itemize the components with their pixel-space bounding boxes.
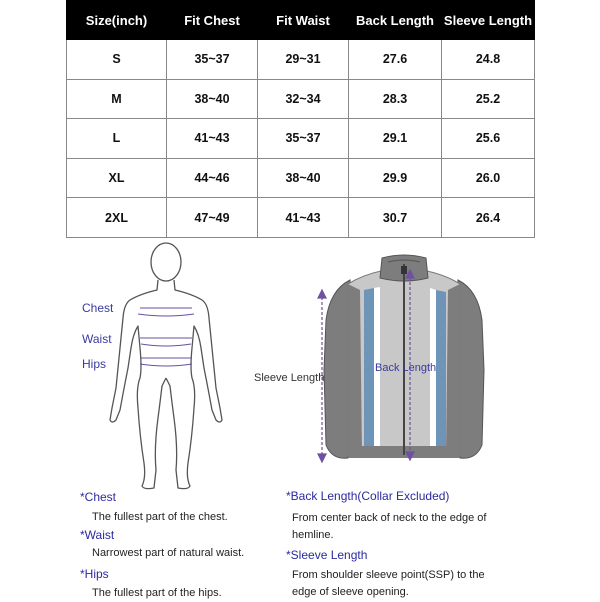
back-length-label: Back Length [375, 362, 437, 374]
chest-cell: 35~37 [167, 40, 258, 80]
note-sleeve-length-title: *Sleeve Length [286, 548, 368, 562]
size-cell: M [67, 79, 167, 119]
table-row [67, 40, 535, 80]
chest-label: Chest [82, 301, 114, 315]
waist-cell: 32~34 [258, 79, 349, 119]
column-header-sleeve-length: Sleeve Length [442, 1, 535, 40]
waist-label: Waist [82, 332, 112, 346]
table-row [67, 198, 535, 238]
note-waist-text: Narrowest part of natural waist. [92, 547, 245, 559]
note-back-length-text-line2: hemline. [292, 529, 334, 541]
sleeve-length-cell: 25.6 [442, 119, 535, 159]
back-length-cell: 28.3 [349, 79, 442, 119]
sleeve-length-cell: 25.2 [442, 79, 535, 119]
note-sleeve-length-text-line2: edge of sleeve opening. [292, 586, 409, 598]
note-back-length-title: *Back Length(Collar Excluded) [286, 489, 450, 503]
column-header-back-length: Back Length [349, 1, 442, 40]
table-row [67, 119, 535, 159]
size-cell: 2XL [67, 198, 167, 238]
hips-label: Hips [82, 357, 107, 371]
size-cell: S [67, 40, 167, 80]
note-sleeve-length-text-line1: From shoulder sleeve point(SSP) to the [292, 569, 485, 581]
table-row [67, 79, 535, 119]
waist-cell: 38~40 [258, 158, 349, 198]
chest-cell: 47~49 [167, 198, 258, 238]
size-table-header-row [67, 1, 535, 40]
note-hips-title: *Hips [80, 567, 109, 581]
table-row [67, 158, 535, 198]
chest-cell: 41~43 [167, 119, 258, 159]
note-back-length-text-line1: From center back of neck to the edge of [292, 512, 487, 524]
size-chart-table [66, 0, 535, 238]
size-cell: XL [67, 158, 167, 198]
chest-cell: 44~46 [167, 158, 258, 198]
sleeve-length-cell: 26.0 [442, 158, 535, 198]
column-header-fit-chest: Fit Chest [167, 1, 258, 40]
chest-cell: 38~40 [167, 79, 258, 119]
size-cell: L [67, 119, 167, 159]
waist-cell: 29~31 [258, 40, 349, 80]
note-waist-title: *Waist [80, 528, 115, 542]
column-header-fit-waist: Fit Waist [258, 1, 349, 40]
body-outline-figure [100, 238, 230, 494]
back-length-cell: 27.6 [349, 40, 442, 80]
note-hips-text: The fullest part of the hips. [92, 587, 222, 599]
back-length-cell: 29.1 [349, 119, 442, 159]
sleeve-length-label: Sleeve Length [254, 372, 325, 384]
note-chest-text: The fullest part of the chest. [92, 511, 228, 523]
sleeve-length-cell: 26.4 [442, 198, 535, 238]
back-length-cell: 29.9 [349, 158, 442, 198]
column-header-size: Size(inch) [67, 1, 167, 40]
waist-cell: 35~37 [258, 119, 349, 159]
waist-cell: 41~43 [258, 198, 349, 238]
back-length-cell: 30.7 [349, 198, 442, 238]
sleeve-length-cell: 24.8 [442, 40, 535, 80]
note-chest-title: *Chest [80, 490, 117, 504]
